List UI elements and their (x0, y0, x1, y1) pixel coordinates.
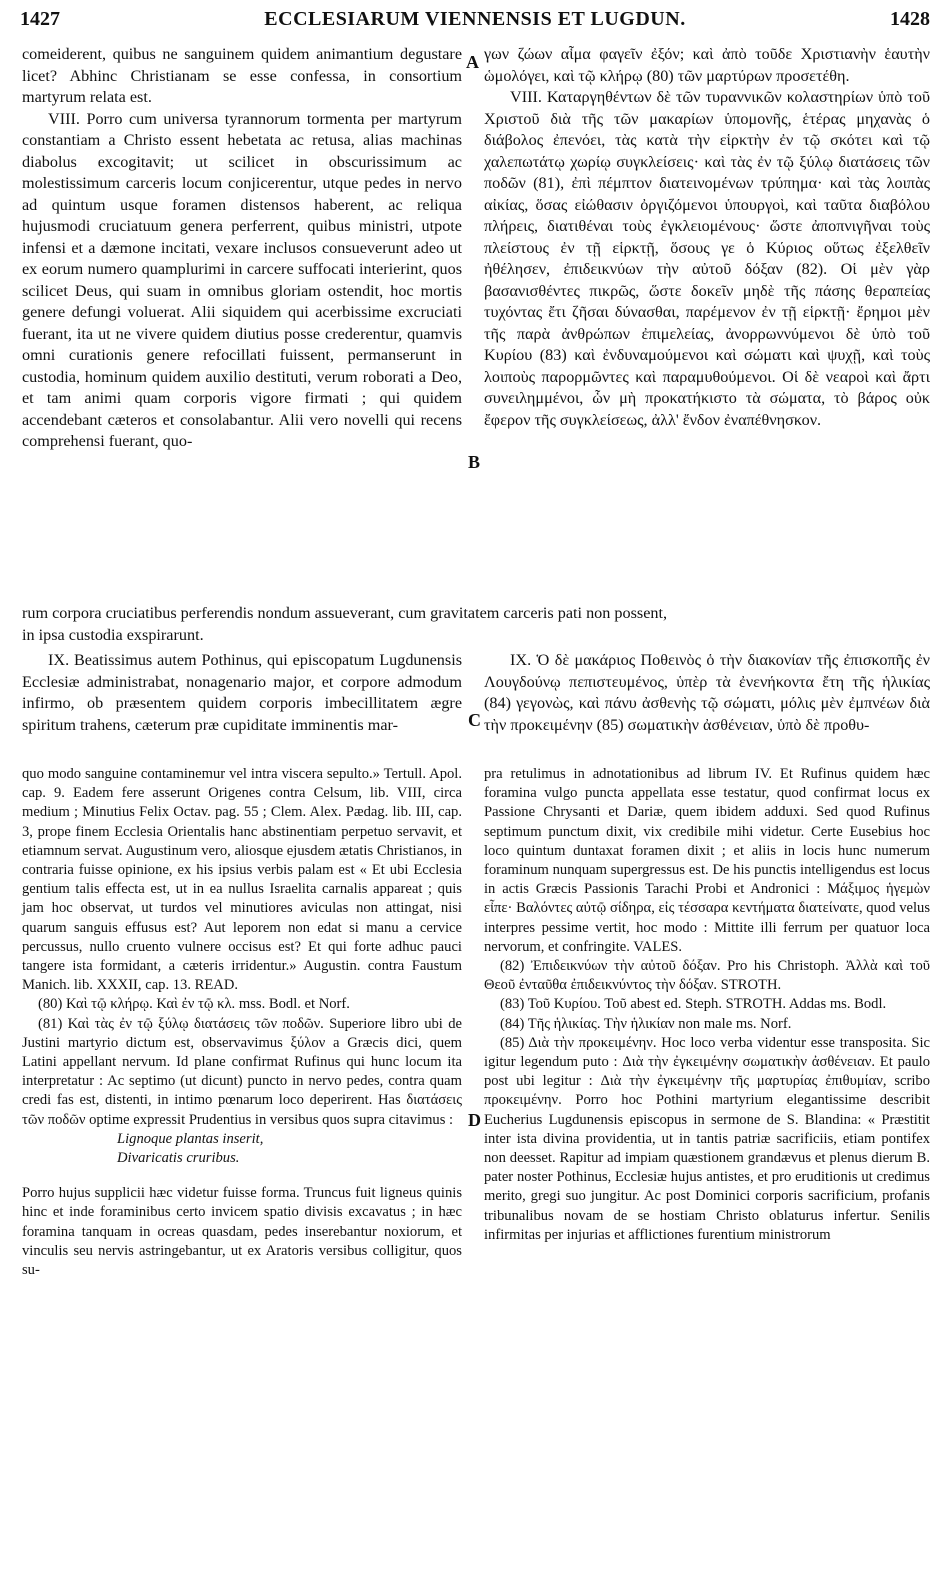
greek-column-ix (484, 650, 930, 736)
margin-marker-d: D (468, 1110, 481, 1130)
note-continuation: quo modo sanguine contaminemur vel intra viscera sepulto.» Tertull. Apol. cap. 9. Eadem fere asserunt Origenes contra Celsum, lib. VIII, circa medium ; Minutius Felix Octav. pag. 55 ; Clem. Alex. Pædag. lib. III, cap. 3, prope finem Ecclesia Orientalis hanc abstinentiam perpetuo servavit, et etiamnum servat. Augustinum vero, aliosque ejusdem ætatis Christianos, in contraria fuisse opinione, ex his ipsius verbis palam est « Et ubi Ecclesia gentium talis effecta est, ut in ea nullus Israelita carnalis appareat ; quis jam hoc observat, ut turdos vel minutiores aviculas non attingat, nisi quarum sanguis effusus est? Aut leporem non edat si manu a cervice percussus, nullo cruento vulnere occisus est? Et qui forte adhuc pauci tangere ista formidant, a cæteris irridentur.» Augustin. contra Faustum Manich. lib. XXXII, cap. 13. READ. (22, 766, 462, 994)
note-83: (83) Τοῦ Κυρίου. Τοῦ abest ed. Steph. STROTH. Addas ms. Bodl. (500, 996, 887, 1013)
page-number-left: 1427 (20, 8, 60, 30)
page-number-right: 1428 (890, 8, 930, 30)
latin-column-upper (22, 44, 462, 453)
greek-paragraph-1: γων ζώων αἷμα φαγεῖν ἐξόν; καὶ ἀπὸ τοῦδε Χριστιανὴν ἑαυτὴν ὡμολόγει, καὶ τῷ κλήρῳ (80) τῶν μαρτύρων προσετέθη. (484, 45, 930, 85)
spanning-line-2: in ipsa custodia exspirarunt. (22, 625, 204, 644)
note-84: (84) Τῆς ἡλικίας. Τὴν ἡλικίαν non male ms. Norf. (500, 1015, 792, 1032)
note-81-right-continuation: pra retulimus in adnotationibus ad librum IV. Et Rufinus quidem hæc foramina vulgo puncta appellata esse testatur, quod confirmat locus ex Passione Chrysanti et Dariæ, quem ibidem adduxi. Sed quod Rufinus septimum punctum dixit, vix credibile mihi videtur. Certe Eusebius hoc loco quintum duntaxat foramen dixit ; et aliis in locis hunc numerum foraminum nunquam supergressus est. De his punctis intelligendus est locus in actis Græcis Passionis Tarachi Probi et Andronici : Μάξιμος ἡγεμὼν εἶπε· Βαλόντες αὐτῷ σίδηρα, εἰς τέσσαρα κεντήματα διατείνατε, quod velus interpres pessime vertit, hoc modo : Mittite illi ferrum per quatuor loca nervorum, et confringite. VALES. (484, 766, 930, 955)
latin-paragraph-viii: VIII. Porro cum universa tyrannorum tormenta per martyrum constantiam a Christo essent hebetata ac retusa, alias machinas diabolus excogitavit; ut scilicet in obscurissimum ac molestissimum carceris locum conjicerentur, utque pedes in nervo ad quintum usque foramen distensos haberent, ac reliqua hujusmodi cruciatuum genera perferrent, quibus ministri, utpote infensi et a dæmone incitati, vexare inclusos consueverunt adeo ut ex eorum numero quamplurimi in carcere suffocati interierint, quos scilicet Deus, qui suam in omnibus gloriam ostendit, hoc mortis genere defungi voluerat. Alii siquidem qui acerbissime excruciati fuerant, ita ut ne vivere quidem diutius posse crederentur, quamvis omni curationis genere refocillati fuissent, permanserunt in custodia, hominum quidem auxilio destituti, verum roborati a Deo, et tam animi quam corporis vigore firmati ; qui quidem accendebant cæteros et consolabantur. Alii vero novelli qui recens comprehensi fuerant, quo- (22, 109, 462, 450)
greek-paragraph-viii: VIII. Καταργηθέντων δὲ τῶν τυραννικῶν κολαστηρίων ὑπὸ τοῦ Χριστοῦ διὰ τῆς τῶν μακαρίων ὑπομονῆς, ἑτέρας μηχανὰς ὁ διάβολος ἐπενόει, τὰς κατὰ τὴν εἱρκτὴν ἐν τῷ σκότει καὶ τῷ χαλεπωτάτῳ χωρίῳ συγκλείσεις· καὶ τὰς ἐν τῷ ξύλῳ διατάσεις τῶν ποδῶν (81), ἐπὶ πέμπτον διατεινομένων τρύπημα· καὶ τὰς λοιπὰς αἰκίας, ὅσας εἰώθασιν ὀργιζόμενοι ὑπουργοὶ, καὶ ταῦτα διαβόλου πλήρεις, διατιθέναι τοὺς ἐγκλειομένους· ὥστε ἀποπνιγῆναι τοὺς πλείστους ἐν τῇ εἱρκτῇ, ὅσους γε ὁ Κύριος οὕτως ἐξελθεῖν ἠθέλησεν, ἐπιδεικνύων τὴν αὐτοῦ δόξαν (82). Οἱ μὲν γὰρ βασανισθέντες πικρῶς, ὥστε δοκεῖν μηδὲ τῆς πάσης θεραπείας τυχόντας ἔτι ζῆσαι δύνασθαι, παρέμενον ἐν τῇ εἱρκτῇ· ἔρημοι μὲν τῆς παρὰ ἀνθρώπων ἐπιμελείας, ἀνορρωννύμενοι δὲ ὑπὸ τοῦ Κυρίου (83) καὶ ἐνδυναμούμενοι καὶ σώματι καὶ ψυχῇ, καὶ τοὺς λοιποὺς παρορμῶντες καὶ παραμυθούμενοι. Οἱ δὲ νεαροὶ καὶ ἄρτι συνειλημμένοι, ὧν μὴ προκατήκιστο τὰ σώματα, τὸ βάρος οὐκ ἔφερον τῆς συγκλείσεως, ἀλλ' ἔνδον ἐναπέθνησκον. (484, 88, 930, 429)
greek-column-upper (484, 44, 930, 431)
footnotes-right (484, 765, 930, 1245)
verse-line-2: Divaricatis cruribus. (117, 1150, 240, 1167)
spanning-latin-text (22, 603, 930, 646)
note-81: (81) Καὶ τὰς ἐν τῷ ξύλῳ διατάσεις τῶν ποδῶν. Superiore libro ubi de Justini martyrio dictum est, observavimus ξύλον a Græcis dici, quem Latini appellant nervum. Id plane confirmat Rufinus qui hunc locum ita interpretatur : Ac septimo (ut dicunt) puncto in nervo pedes, contra quam credi fas est, distenti, in intimo pœnarum loco deperirent. Has διατάσεις τῶν ποδῶν optime expressit Prudentius in versibus quos supra citavimus : (22, 1015, 462, 1128)
margin-marker-a: A (466, 52, 479, 72)
note-85: (85) Διὰ τὴν προκειμένην. Hoc loco verba videntur esse transposita. Sic igitur legendum puto : Διὰ τὴν ἐγκειμένην σωματικὴν ἀσθένειαν. Et paulo post ubi legitur : Διὰ τὴν ἐγκειμένην τῆς μαρτυρίας ἐπιθυμίαν, scribo προκειμένην. Porro hoc Pothini martyrium elegantissime describit Eucherius Lugdunensis episcopus in sermone de S. Blandina: « Præstitit inter ista divina providentia, ut in tantis patriæ sacrificiis, etiam pontifex non deesset. Rapitur ad impiam quæstionem grandævus et plenus dierum B. pater noster Pothinus, Ecclesiæ hujus antistes, et pro eruditionis ut credimus merito, gregi suo jungitur. Ac post Dominici corporis sacrificium, profanis tribunalibus novam de se hostiam Christo oblaturus infertur. Senilis infirmitas per injurias et afflictiones furentium ministrorum (484, 1034, 930, 1243)
verse-line-1: Lignoque plantas inserit, (117, 1130, 264, 1147)
running-title: ECCLESIARUM VIENNENSIS ET LUGDUN. (264, 8, 686, 30)
latin-column-ix (22, 650, 462, 736)
note-81-continued: Porro hujus supplicii hæc videtur fuisse forma. Truncus fuit ligneus quinis hinc et inde foraminibus certo invicem spatio divisis excavatus ; in hæc foramina tanquam in ocreas quasdam, pedes inserebantur noxiorum, et vinculis seu nervis astringebantur, ut ex Aratoris versibus colligitur, quos su- (22, 1185, 462, 1279)
latin-paragraph-ix: IX. Beatissimus autem Pothinus, qui episcopatum Lugdunensis Ecclesiæ administrabat, nonagenario major, et corpore admodum infirmo, ob præsentem quidem corporis imbecillitatem ægre spiritum trahens, cæterum præ cupiditate imminentis mar- (22, 651, 462, 734)
note-80: (80) Καὶ τῷ κλήρῳ. Καὶ ἐν τῷ κλ. mss. Bodl. et Norf. (38, 996, 350, 1013)
margin-marker-c: C (468, 710, 481, 730)
greek-paragraph-ix: IX. Ὁ δὲ μακάριος Ποθεινὸς ὁ τὴν διακονίαν τῆς ἐπισκοπῆς ἐν Λουγδούνῳ πεπιστευμένος, ὑπὲρ τὰ ἐνενήκοντα ἔτη τῆς ἡλικίας (84) γεγονὼς, καὶ πάνυ ἀσθενὴς τῷ σώματι, μόλις μὲν ἐμπνέων διὰ τὴν προκειμένην (85) σωματικὴν ἀσθένειαν, ὑπὸ δὲ προθυ- (484, 651, 930, 734)
margin-marker-b: B (468, 452, 481, 472)
latin-paragraph-1: comeiderent, quibus ne sanguinem quidem animantium degustare licet? Abhinc Christianam se esse confessa, in consortium martyrum relata est. (22, 45, 462, 106)
footnotes-left (22, 765, 462, 1280)
spanning-line-1: rum corpora cruciatibus perferendis nondum assueverant, cum gravitatem carceris pati non possent, (22, 604, 668, 622)
running-header (20, 8, 930, 38)
note-82: (82) Ἐπιδεικνύων τὴν αὐτοῦ δόξαν. Pro his Christoph. Ἀλλὰ καὶ τοῦ Θεοῦ ἐνταῦθα ἐπιδεικνύντος τὴν δόξαν. STROTH. (484, 958, 930, 994)
